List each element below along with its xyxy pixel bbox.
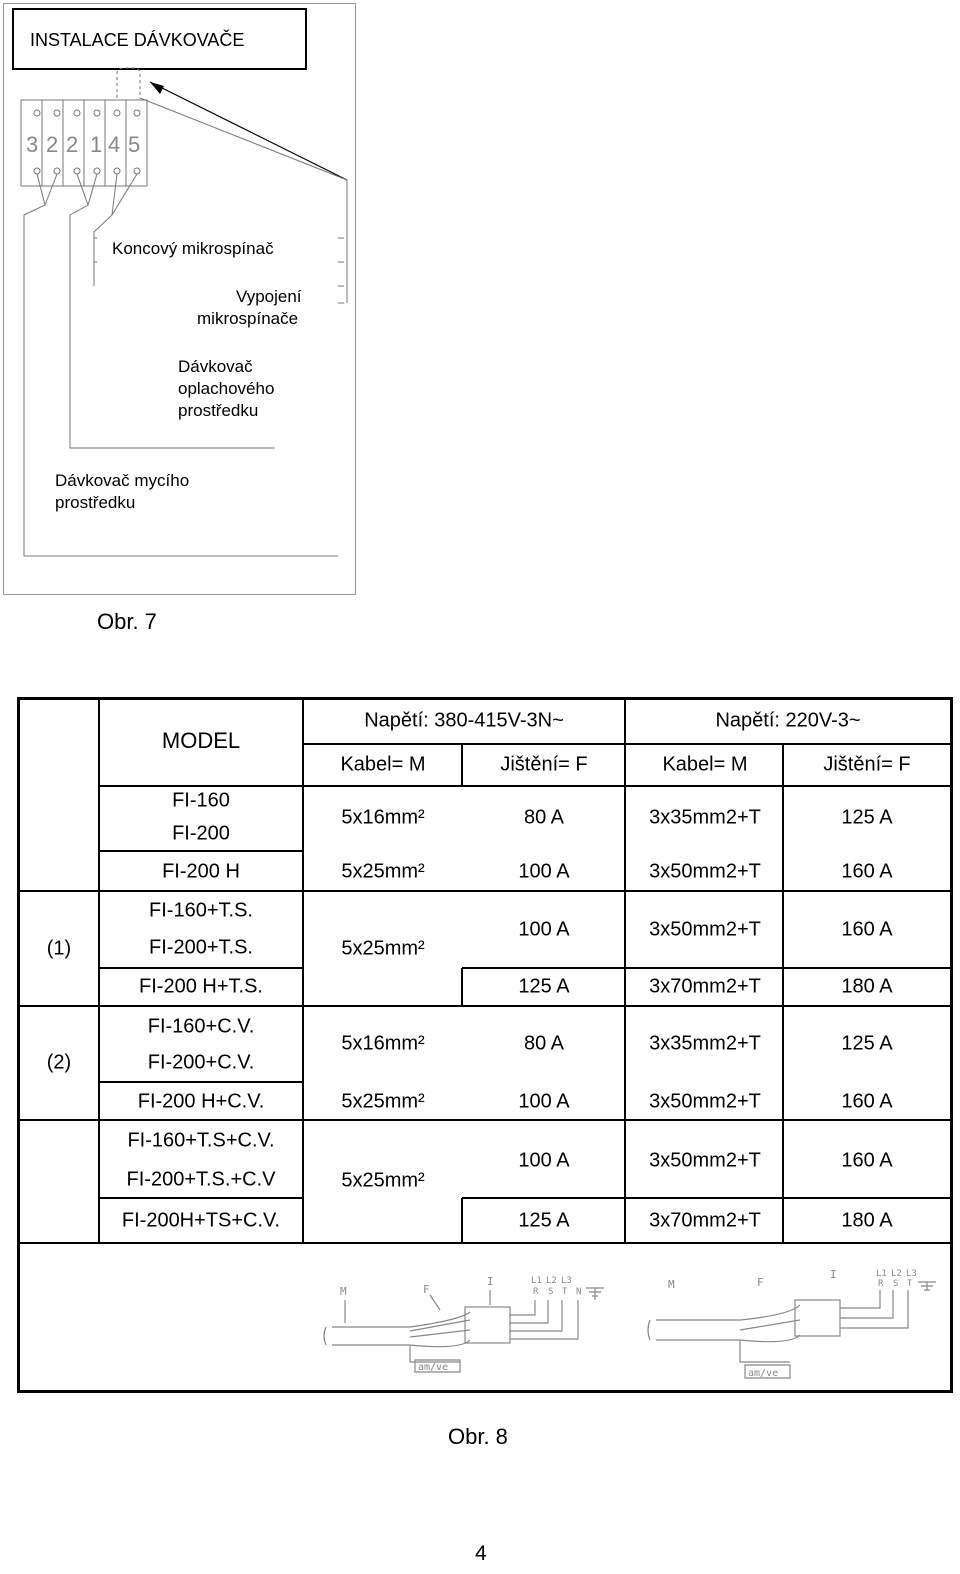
table-cell: 100 A — [518, 860, 570, 883]
table-cell: 160 A — [841, 860, 893, 883]
wiring-left-l3: L3 — [561, 1276, 572, 1286]
table-cell: 3x35mm2+T — [649, 806, 761, 829]
wiring-right-l2: L2 — [891, 1269, 902, 1279]
wiring-left-l1: L1 — [531, 1276, 542, 1286]
model-cell: FI-160+C.V. — [147, 1015, 255, 1038]
wiring-right-l1: L1 — [876, 1269, 887, 1279]
model-cell: FI-200+C.V. — [147, 1051, 255, 1074]
model-cell: FI-200 H — [162, 860, 240, 883]
sub-header-cable-1: Kabel= M — [340, 753, 426, 776]
table-cell: 125 A — [841, 1032, 893, 1055]
table-cell: 100 A — [518, 1149, 570, 1172]
wiring-right-ground-label: am/ve — [748, 1368, 779, 1379]
rinse-label-3: prostředku — [178, 401, 259, 420]
model-cell: FI-200+T.S. — [149, 936, 253, 959]
terminal-number: 4 — [108, 132, 121, 157]
table-cell: 160 A — [841, 918, 893, 941]
model-cell: FI-200 H+T.S. — [139, 975, 263, 998]
wiring-right-s: S — [893, 1279, 899, 1289]
figure-8-caption: Obr. 8 — [448, 1424, 508, 1449]
model-cell: FI-160+T.S+C.V. — [127, 1129, 275, 1152]
wiring-right-i: I — [830, 1268, 837, 1281]
table-cell: 5x16mm² — [341, 806, 425, 829]
terminal-number: 1 — [90, 132, 103, 157]
wiring-left-m: M — [340, 1285, 347, 1298]
model-cell: FI-160+T.S. — [149, 899, 253, 922]
table-cell: 180 A — [841, 1209, 893, 1232]
wiring-right-t: T — [907, 1279, 913, 1289]
table-cell: 160 A — [841, 1090, 893, 1113]
terminal-number: 2 — [46, 132, 59, 157]
model-cell: FI-200 — [172, 822, 230, 845]
table-cell: 5x25mm² — [341, 937, 425, 960]
model-cell: FI-200 H+C.V. — [137, 1090, 265, 1113]
wiring-left-i: I — [487, 1275, 494, 1288]
wash-label-1: Dávkovač mycího — [55, 471, 190, 490]
switch-off-label-2: mikrospínače — [197, 309, 299, 328]
table-cell: 5x25mm² — [341, 1090, 425, 1113]
voltage-header-2: Napětí: 220V-3~ — [715, 709, 861, 732]
table-cell: 3x35mm2+T — [649, 1032, 761, 1055]
table-cell: 3x70mm2+T — [649, 975, 761, 998]
wiring-diagram-left — [324, 1288, 604, 1372]
table-cell: 3x50mm2+T — [649, 1090, 761, 1113]
table-cell: 3x50mm2+T — [649, 1149, 761, 1172]
terminal-number: 3 — [26, 132, 39, 157]
terminal-number: 2 — [66, 132, 79, 157]
terminal-number: 5 — [128, 132, 141, 157]
table-cell: 125 A — [518, 1209, 570, 1232]
model-cell: FI-160 — [172, 789, 230, 812]
wiring-right-m: M — [668, 1278, 675, 1291]
table-cell: 5x25mm² — [341, 860, 425, 883]
table-cell: 125 A — [518, 975, 570, 998]
wiring-right-l3: L3 — [906, 1269, 917, 1279]
wiring-left-n: N — [576, 1287, 582, 1297]
wiring-right-r: R — [878, 1279, 884, 1289]
wiring-left-t: T — [562, 1287, 568, 1297]
wiring-right-f: F — [757, 1276, 764, 1289]
model-cell: FI-200H+TS+C.V. — [121, 1209, 281, 1232]
wiring-left-ground-label: am/ve — [418, 1362, 449, 1373]
wiring-left-s: S — [548, 1287, 554, 1297]
wiring-left-r: R — [533, 1287, 539, 1297]
wiring-left-l2: L2 — [546, 1276, 557, 1286]
group-label-2: (2) — [46, 1051, 72, 1074]
table-cell: 180 A — [841, 975, 893, 998]
table-cell: 80 A — [523, 1032, 565, 1055]
model-header: MODEL — [161, 728, 241, 753]
table-cell: 5x25mm² — [341, 1169, 425, 1192]
wiring-left-f: F — [423, 1283, 430, 1296]
table-cell: 3x50mm2+T — [649, 860, 761, 883]
page-number: 4 — [475, 1542, 487, 1565]
figure-7-title: INSTALACE DÁVKOVAČE — [30, 30, 245, 50]
limit-switch-label: Koncový mikrospínač — [112, 239, 274, 258]
switch-off-label-1: Vypojení — [236, 287, 302, 306]
group-label-1: (1) — [46, 937, 72, 960]
voltage-header-1: Napětí: 380-415V-3N~ — [364, 709, 564, 732]
sub-header-fuse-1: Jištění= F — [500, 753, 588, 776]
wiring-diagram-right — [648, 1282, 936, 1378]
table-cell: 5x16mm² — [341, 1032, 425, 1055]
table-cell: 160 A — [841, 1149, 893, 1172]
rinse-label-1: Dávkovač — [178, 357, 253, 376]
table-cell: 125 A — [841, 806, 893, 829]
sub-header-fuse-2: Jištění= F — [823, 753, 911, 776]
figure-7-caption: Obr. 7 — [97, 609, 157, 634]
table-cell: 80 A — [523, 806, 565, 829]
table-cell: 100 A — [518, 1090, 570, 1113]
sub-header-cable-2: Kabel= M — [662, 753, 748, 776]
table-cell: 100 A — [518, 918, 570, 941]
wash-label-2: prostředku — [55, 493, 136, 512]
table-cell: 3x70mm2+T — [649, 1209, 761, 1232]
model-cell: FI-200+T.S.+C.V — [126, 1168, 276, 1191]
rinse-label-2: oplachového — [178, 379, 275, 398]
table-cell: 3x50mm2+T — [649, 918, 761, 941]
